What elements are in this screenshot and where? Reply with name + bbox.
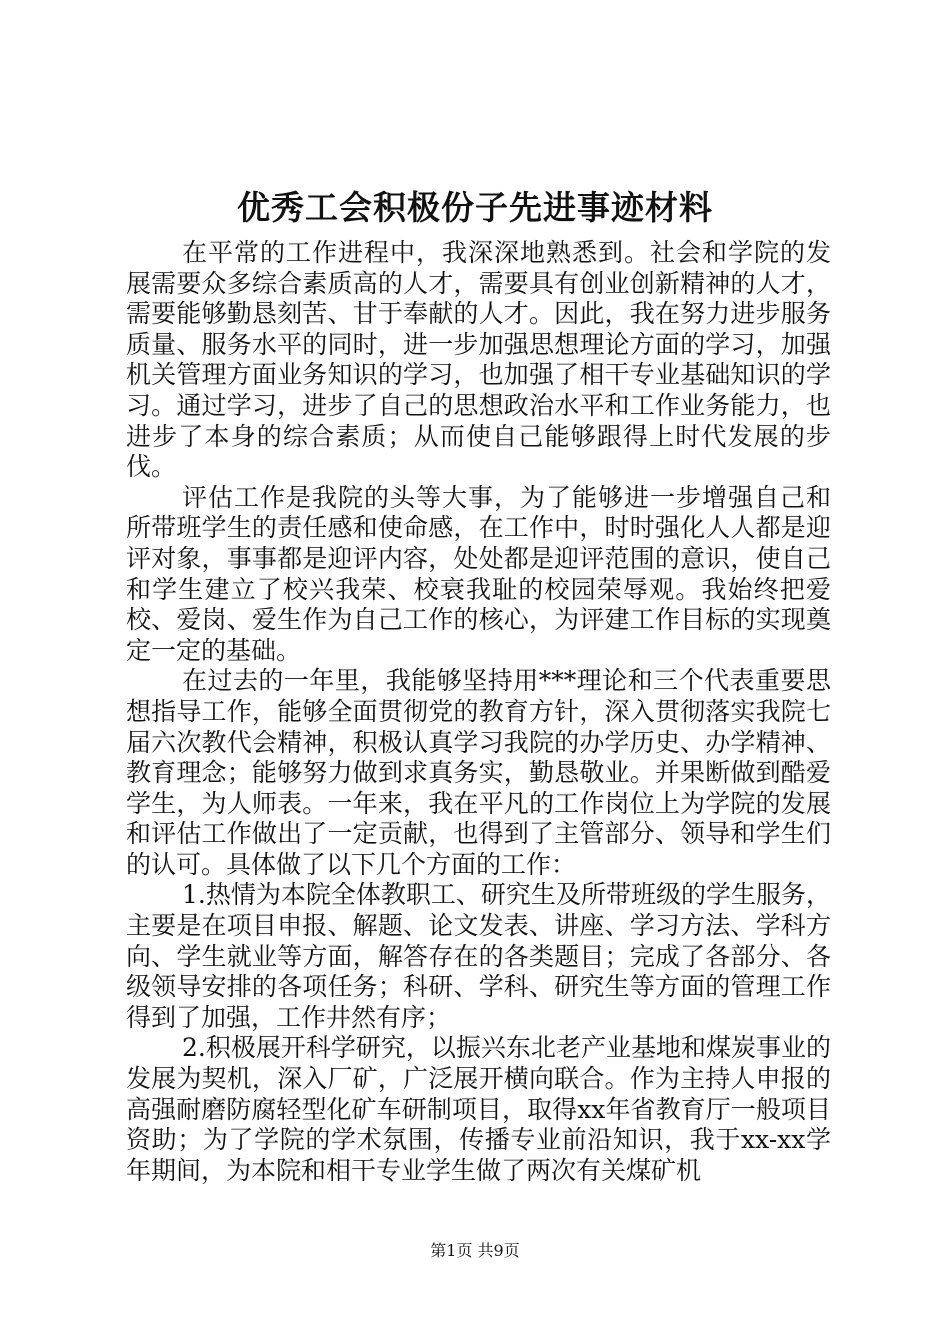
paragraph-3: 在过去的一年里，我能够坚持用***理论和三个代表重要思想指导工作，能够全面贯彻党的教育方针，深入贯彻落实我院七届六次教代会精神，积极认真学习我院的办学历史、办学精神、教育理念；能够努力做到求真务实，勤恳敬业。并果断做到酷爱学生，为人师表。一年来，我在平凡的工作岗位上为学院的发展和评估工作做出了一定贡献，也得到了主管部分、领导和学生们的认可。具体做了以下几个方面的工作： bbox=[126, 666, 831, 879]
document-title: 优秀工会积极份子先进事迹材料 bbox=[237, 188, 713, 227]
paragraph-5: 2.积极展开科学研究，以振兴东北老产业基地和煤炭事业的发展为契机，深入厂矿，广泛展开横向联合。作为主持人申报的高强耐磨防腐轻型化矿车研制项目，取得xx年省教育厅一般项目资助；为了学院的学术氛围，传播专业前沿知识，我于xx-xx学年期间，为本院和相干专业学生做了两次有关煤矿机 bbox=[126, 1033, 831, 1185]
paragraph-1: 在平常的工作进程中，我深深地熟悉到。社会和学院的发展需要众多综合素质高的人才，需要具有创业创新精神的人才，需要能够勤恳刻苦、甘于奉献的人才。因此，我在努力进步服务质量、服务水平的同时，进一步加强思想理论方面的学习，加强机关管理方面业务知识的学习，也加强了相干专业基础知识的学习。通过学习，进步了自己的思想政治水平和工作业务能力，也进步了本身的综合素质；从而使自己能够跟得上时代发展的步伐。 bbox=[126, 238, 831, 482]
paragraph-2: 评估工作是我院的头等大事，为了能够进一步增强自己和所带班学生的责任感和使命感，在工作中，时时强化人人都是迎评对象，事事都是迎评内容，处处都是迎评范围的意识，使自己和学生建立了校兴我荣、校衰我耻的校园荣辱观。我始终把爱校、爱岗、爱生作为自己工作的核心，为评建工作目标的实现奠定一定的基础。 bbox=[126, 482, 831, 665]
paragraph-4: 1.热情为本院全体教职工、研究生及所带班级的学生服务，主要是在项目申报、解题、论文发表、讲座、学习方法、学科方向、学生就业等方面，解答存在的各类题目；完成了各部分、各级领导安排的各项任务；科研、学科、研究生等方面的管理工作得到了加强，工作井然有序； bbox=[126, 880, 831, 1032]
document-body bbox=[126, 238, 831, 1186]
page-footer: 第1页 共9页 bbox=[430, 1241, 520, 1260]
